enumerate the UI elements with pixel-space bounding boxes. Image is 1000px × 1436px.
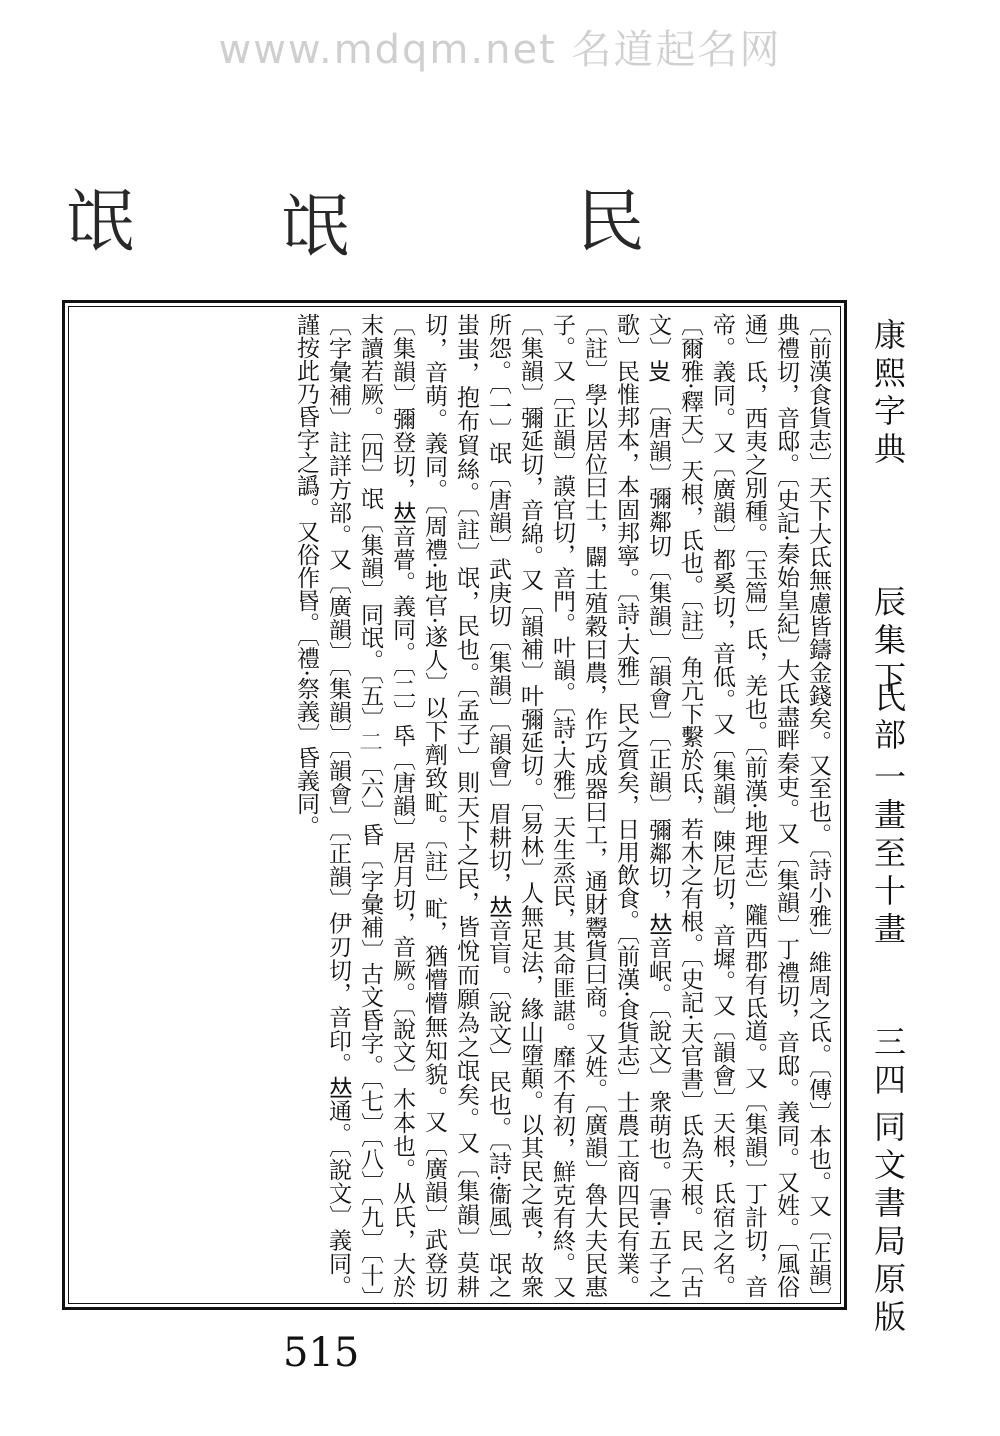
text-frame (62, 300, 847, 1310)
seal-script-character: 民 (565, 185, 644, 253)
folio-number: 三四 (869, 1025, 907, 1101)
publisher-label: 同文書局原版 (869, 1110, 907, 1338)
dictionary-entries: 〔前漢食貨志〕天下大氐無慮皆鑄金錢矣。又至也。〔詩小雅〕維周之氐。〔傳〕本也。又〔正韻〕典禮切，音邸。〔史記·秦始皇紀〕大氐盡畔秦吏。又〔集韻〕丁禮切，音邸。義同。又姓。〔風俗通〕氐，西夷之別種。〔玉篇〕氐，羌也。〔前漢·地理志〕隴西郡有氐道。又〔集韻〕丁計切，音帝。義同。又〔廣韻〕都奚切，音低。又〔集韻〕陳尼切，音墀。又〔韻會〕天根，氐宿之名。〔爾雅·釋天〕天根，氐也。〔註〕角亢下繫於氐，若木之有根。〔史記·天官書〕氐為天根。民〔古文〕𠬢 〔唐韻〕彌鄰切〔集韻〕〔韻會〕〔正韻〕彌鄰切，𠀤音岷。〔說文〕衆萌也。〔書·五子之歌〕民惟邦本，本固邦寧。〔詩·大雅〕民之質矣，日用飲食。〔前漢·食貨志〕士農工商四民有業。〔註〕學以居位曰士，闢土殖穀曰農，作巧成器曰工，通財鬻貨曰商。又姓。〔廣韻〕魯大夫民惠子。又〔正韻〕謨官切，音門。叶韻。〔詩·大雅〕天生烝民，其命匪諶。靡不有初，鮮克有終。又〔集韻〕彌延切，音綿。又〔韻補〕叶彌延切。〔易林〕人無足法，緣山墮顛。以其民之喪，故衆所怨。〔一〕氓〔唐韻〕武庚切〔集韻〕〔韻會〕眉耕切，𠀤音盲。〔說文〕民也。〔詩·衞風〕氓之蚩蚩，抱布貿絲。〔註〕氓，民也。〔孟子〕則天下之民，皆悅而願為之氓矣。又〔集韻〕莫耕切，音萌。義同。〔周禮·地官·遂人〕以下劑致甿。〔註〕甿，猶懵懵無知貌。又〔廣韻〕武登切〔集韻〕彌登切，𠀤音瞢。義同。〔二〕氒〔唐韻〕居月切，音厥。〔說文〕木本也。从氏，大於末讀若厥。〔四〕氓〔集韻〕同氓。〔五〕𠄞〔六〕昏〔字彙補〕古文昏字。〔七〕〔八〕〔九〕〔十〕〔字彙補〕註詳方部。又〔廣韻〕〔集韻〕〔韻會〕〔正韻〕伊刃切，音印。𠀤通。〔說文〕義同。謹按此乃昏字之譌。又俗作昬。〔禮·祭義〕昏義同。 (293, 313, 831, 1298)
seal-script-character: 氓 (55, 185, 134, 253)
stroke-range-label: 一畫至十畫 (869, 760, 907, 950)
seal-script-character: 氓 (270, 190, 349, 258)
section-label: 辰集下 (869, 585, 907, 699)
book-title: 康熙字典 (869, 318, 907, 470)
radical-label: 氏部 (869, 680, 907, 756)
page-number: 515 (283, 1330, 360, 1376)
site-watermark: www.mdqm.net 名道起名网 (218, 27, 782, 73)
